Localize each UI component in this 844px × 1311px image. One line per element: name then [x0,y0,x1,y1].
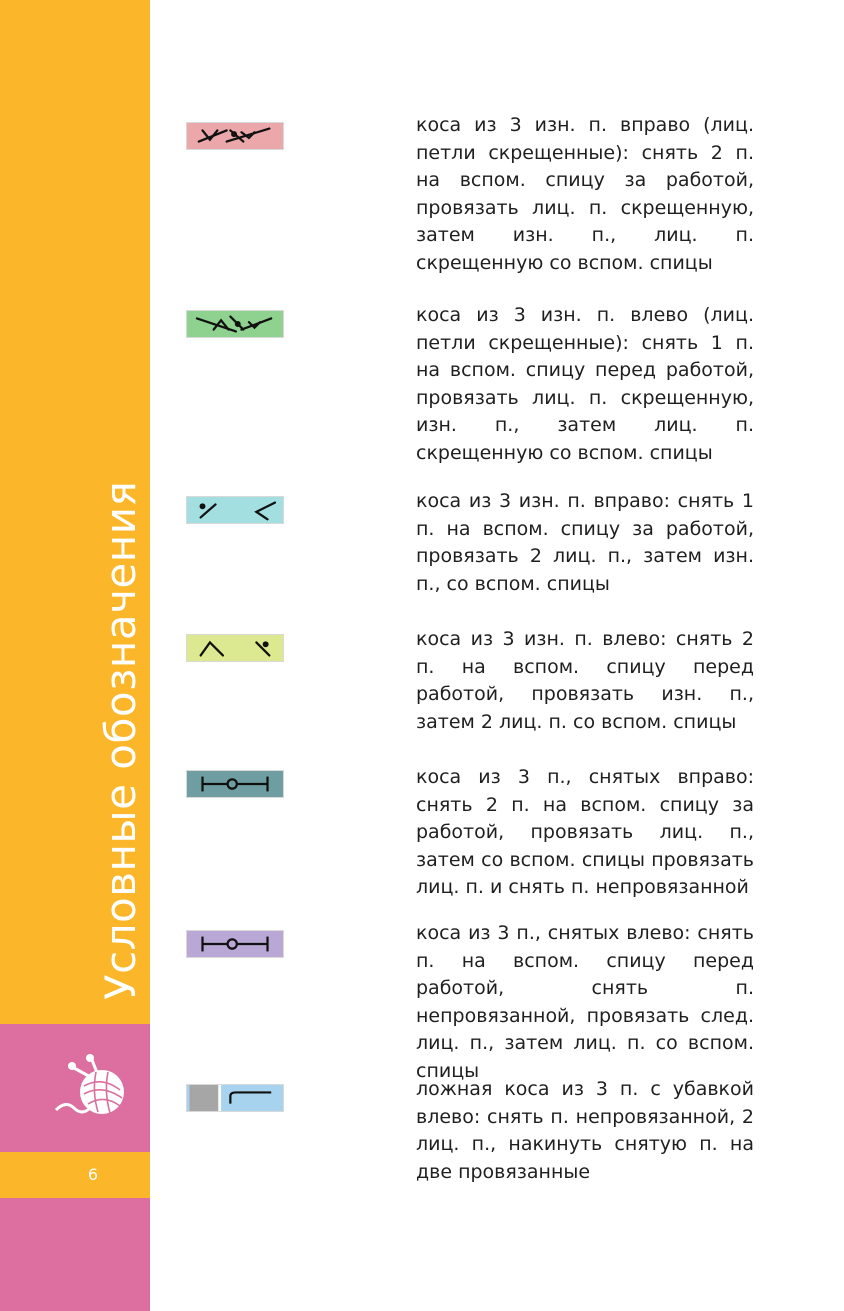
legend-description: коса из 3 изн. п. влево: снять 2 п. на вспом. спицу перед работой, провязать изн. п., затем 2 лиц. п. со вспом. спицы [416,628,754,733]
sidebar-band-page [0,1152,150,1198]
legend-description: коса из 3 п., снятых влево: снять п. на вспом. спицу перед работой, снять п. непровязанной, провязать след. лиц. п., затем лиц. п. со вспом. спицы [416,922,754,1082]
legend-description: коса из 3 изн. п. вправо (лиц. петли скрещенные): снять 2 п. на вспом. спицу за работой, провязать лиц. п. скрещенную, затем изн. п., лиц. п. скрещенную со вспом. спицы [416,114,754,274]
cable-symbol-icon [187,931,283,957]
cable-symbol-icon [187,771,283,797]
cable-symbol-icon [187,123,283,149]
page-number: 6 [87,1165,99,1184]
cross-3-purl-right-twisted-symbol [186,122,284,150]
cross-3-purl-right-symbol [186,496,284,524]
cross-3-purl-left-twisted-symbol [186,310,284,338]
cross-3-purl-left-symbol [186,634,284,662]
sidebar-band-bottom [0,1198,150,1311]
section-title: Условные обозначения [96,480,145,1000]
legend-description: коса из 3 изн. п. влево (лиц. петли скрещенные): снять 1 п. на вспом. спицу перед работой, провязать лиц. п. скрещенную, изн. п., затем лиц. п. скрещенную со вспом. спицы [416,304,754,464]
slipped-3-right-symbol [186,770,284,798]
cable-symbol-icon [187,635,283,661]
slipped-3-left-symbol [186,930,284,958]
legend-description: ложная коса из 3 п. с убавкой влево: снять п. непровязанной, 2 лиц. п., накинуть снятую п. на две провязанные [416,1078,754,1183]
yarn-ball-icon [52,1050,132,1128]
legend-description: коса из 3 п., снятых вправо: снять 2 п. на вспом. спицу за работой, провязать лиц. п., затем со вспом. спицы провязать лиц. п. и снять п. непровязанной [416,766,754,898]
false-cable-symbol [186,1084,284,1112]
cable-symbol-icon [187,1085,283,1111]
cable-symbol-icon [187,311,283,337]
cable-symbol-icon [187,497,283,523]
legend-description: коса из 3 изн. п. вправо: снять 1 п. на вспом. спицу за работой, провязать 2 лиц. п., затем изн. п., со вспом. спицы [416,490,754,595]
